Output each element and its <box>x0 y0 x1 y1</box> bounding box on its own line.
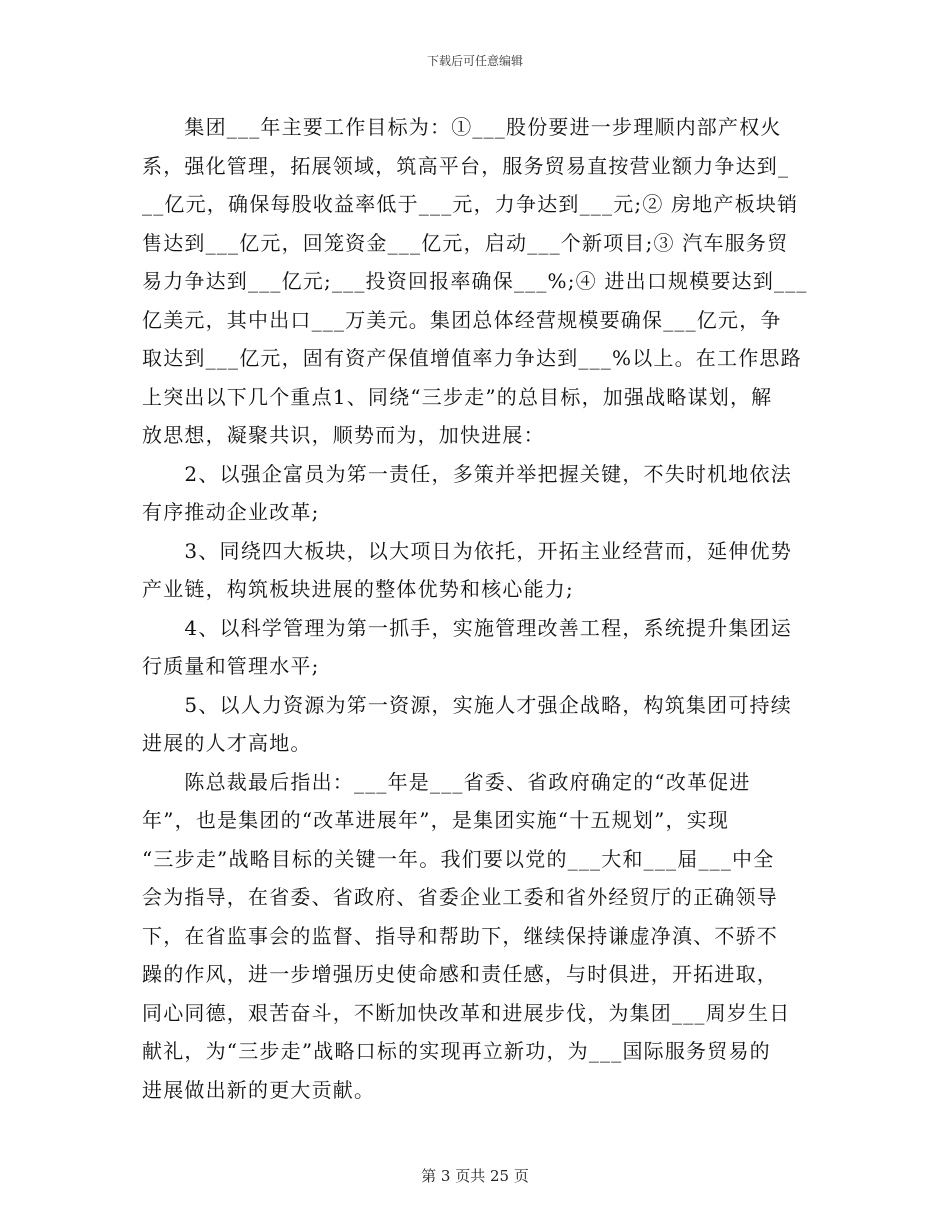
paragraph-closing <box>142 763 812 1110</box>
text-line: 亿美元，其中出口___万美元。集团总体经营规模要确保___亿元，争 <box>142 307 782 332</box>
page-number: 第 3 页共 25 页 <box>421 1167 529 1185</box>
text-line: 下，在省监事会的监督、指导和帮助下，继续保持谦虚净滇、不骄不 <box>142 923 778 948</box>
text-line: 陈总裁最后指出：___年是___省委、省政府确定的“改革促进 <box>142 769 751 794</box>
text-line: 5、以人力资源为笫一资源，实施人才强企战略，构筑集团可持续 <box>142 692 792 717</box>
document-body <box>142 108 812 1109</box>
text-line: 4、以科学管理为第一抓手，实施管理改善工程，系统提升集团运 <box>142 615 792 640</box>
text-line: 会为指导，在省委、省政府、省委企业工委和省外经贸厅的正确领导 <box>142 885 778 909</box>
text-line: 献礼，为“三步走”战略口标的实现再立新功，为___国际服务贸易的 <box>142 1039 771 1063</box>
text-line: 系，强化管理，拓展领域，筑高平台，服务贸易直按营业额力争达到_ <box>142 153 790 178</box>
paragraph-point-2 <box>142 455 812 532</box>
paragraph-point-4 <box>142 609 812 686</box>
text-line: 集团___年主要工作目标为：①___股份要进一步理顺内部产权火 <box>142 115 782 139</box>
text-line: 有序推动企业改革; <box>142 500 320 524</box>
text-line: 放思想，凝聚共识，顺势而为，加快进展： <box>142 423 545 447</box>
text-line: 行质量和管理水平; <box>142 654 320 678</box>
text-line: 躁的作风，进一步增强历史使命感和责任感，与时俱进，开拓进取， <box>142 962 778 986</box>
text-line: 同心同德，艰苦奋斗，不断加快改革和进展步伐，为集团___周岁生日 <box>142 1000 791 1025</box>
text-line: 进展做出新的更大贡献。 <box>142 1077 376 1102</box>
text-line: “三步走”战略目标的关键一年。我们要以党的___大和___届___中全 <box>142 846 775 871</box>
text-line: 年”，也是集团的“改革进展年”，是集团实施“十五规划”，实现 <box>142 808 730 832</box>
text-line: 易力争达到___亿元;___投资回报率确保___%;④ 进出口规模要达到___ <box>142 269 808 293</box>
text-line: 取达到___亿元，固有资产保值增值率力争达到___%以上。在工作思路 <box>142 346 802 370</box>
paragraph-point-3 <box>142 532 812 609</box>
text-line: 进展的人才高地。 <box>142 731 312 755</box>
text-line: 上突出以下几个重点1、同绕“三步走”的总目标，加强战略谋划，解 <box>142 384 773 409</box>
page-header: 下载后可任意编辑 <box>426 54 523 68</box>
text-line: __亿元，确保每股收益率低于___元，力争达到___元;② 房地产板块销 <box>142 192 799 216</box>
text-line: 产业链，构筑板块进展的整体优势和核心能力; <box>142 577 574 601</box>
paragraph-goals <box>142 108 812 455</box>
text-line: 售达到___亿元，回笼资金___亿元，启动___个新项目;③ 汽车服务贸 <box>142 230 789 255</box>
paragraph-point-5 <box>142 686 812 763</box>
text-line: 3、同绕四大板块，以大项日为依托，开拓主业经营而，延伸优势 <box>142 538 792 563</box>
text-line: 2、以强企富员为笫一责任，多策并举把握关键，不失时机地依法 <box>142 461 792 486</box>
